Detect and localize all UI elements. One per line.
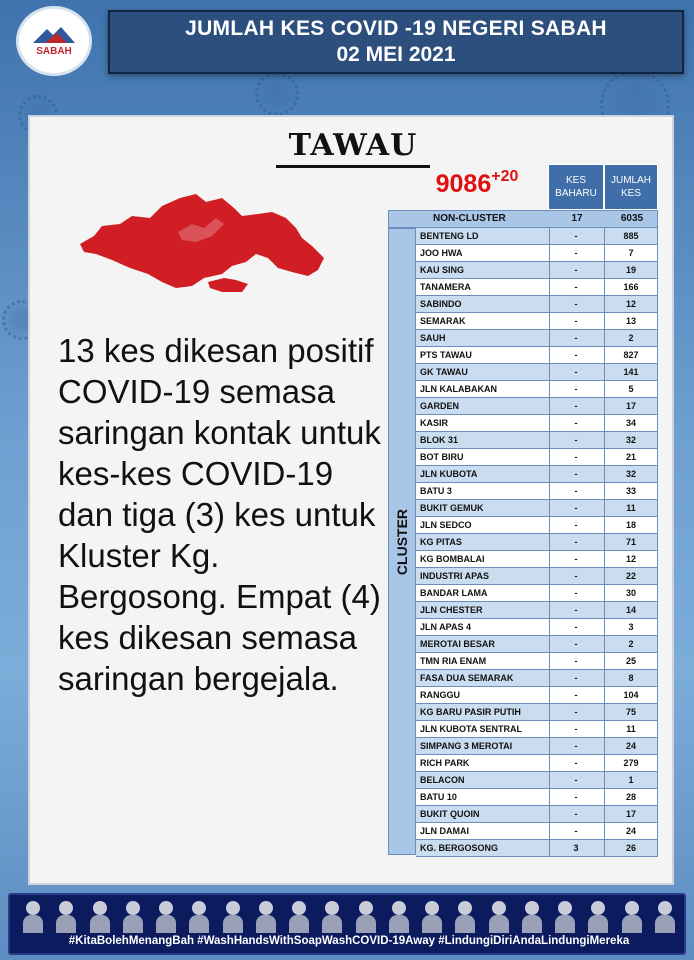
mountain-icon bbox=[31, 25, 77, 45]
cluster-new-cases: - bbox=[574, 452, 578, 462]
cluster-total-cases: 34 bbox=[625, 418, 636, 428]
table-row bbox=[416, 466, 658, 483]
table-row bbox=[416, 262, 658, 279]
case-description: 13 kes dikesan positif COVID-19 semasa saringan kontak untuk kes-kes COVID-19 dan tiga (3) kes untuk Kluster Kg. Bergosong. Empat (4) kes dikesan semasa saringan bergejala. bbox=[58, 332, 381, 697]
cluster-name: KG PITAS bbox=[420, 537, 462, 547]
table-row bbox=[416, 772, 658, 789]
table-row bbox=[416, 415, 658, 432]
cluster-name: BOT BIRU bbox=[420, 452, 464, 462]
cluster-total-cases: 2 bbox=[628, 333, 634, 343]
table-row bbox=[416, 602, 658, 619]
cluster-new-cases: - bbox=[574, 520, 578, 530]
cluster-new-cases: - bbox=[574, 707, 578, 717]
cluster-new-cases: 3 bbox=[573, 843, 579, 853]
cluster-new-cases: - bbox=[574, 639, 578, 649]
person-icon bbox=[654, 899, 676, 933]
cluster-name: SAUH bbox=[420, 333, 446, 343]
cluster-total-cases: 11 bbox=[626, 503, 636, 513]
cluster-name: KG. BERGOSONG bbox=[420, 843, 499, 853]
cluster-name: PTS TAWAU bbox=[420, 350, 472, 360]
cluster-new-cases: - bbox=[574, 282, 578, 292]
table-row bbox=[416, 313, 658, 330]
person-icon bbox=[89, 899, 111, 933]
footer-banner bbox=[8, 893, 686, 955]
table-row bbox=[416, 585, 658, 602]
cluster-name: JLN KALABAKAN bbox=[420, 384, 497, 394]
cluster-label: CLUSTER bbox=[394, 508, 410, 575]
cluster-name: TMN RIA ENAM bbox=[420, 656, 487, 666]
cluster-total-cases: 12 bbox=[625, 554, 636, 564]
table-row bbox=[416, 704, 658, 721]
table-row bbox=[416, 738, 658, 755]
table-row bbox=[416, 568, 658, 585]
cluster-total-cases: 24 bbox=[625, 826, 636, 836]
cluster-total-cases: 32 bbox=[625, 435, 636, 445]
cluster-name: BATU 10 bbox=[420, 792, 457, 802]
cluster-new-cases: - bbox=[574, 690, 578, 700]
cluster-name: KG BARU PASIR PUTIH bbox=[420, 707, 521, 717]
non-cluster-total: 6035 bbox=[620, 213, 644, 224]
cluster-new-cases: - bbox=[574, 673, 578, 683]
person-icon bbox=[355, 899, 377, 933]
district-total bbox=[412, 168, 542, 199]
total-new-cases: +20 bbox=[491, 168, 519, 185]
table-row bbox=[416, 534, 658, 551]
person-icon bbox=[554, 899, 576, 933]
table-row bbox=[416, 364, 658, 381]
tawau-map-icon bbox=[72, 188, 330, 298]
cluster-new-cases: - bbox=[574, 775, 578, 785]
district-title: TAWAU bbox=[288, 128, 418, 163]
cluster-side-label bbox=[388, 228, 416, 855]
cluster-total-cases: 19 bbox=[625, 265, 636, 275]
person-icon bbox=[222, 899, 244, 933]
cluster-name: SIMPANG 3 MEROTAI bbox=[420, 741, 513, 751]
cluster-total-cases: 71 bbox=[625, 537, 636, 547]
cluster-name: BANDAR LAMA bbox=[420, 588, 488, 598]
cluster-total-cases: 7 bbox=[628, 248, 634, 258]
cluster-name: BLOK 31 bbox=[420, 435, 459, 445]
cluster-new-cases: - bbox=[574, 741, 578, 751]
person-icon bbox=[255, 899, 277, 933]
cluster-total-cases: 32 bbox=[625, 469, 636, 479]
cluster-new-cases: - bbox=[574, 418, 578, 428]
table-row bbox=[416, 721, 658, 738]
table-row bbox=[416, 619, 658, 636]
cluster-name: BUKIT GEMUK bbox=[420, 503, 484, 513]
cluster-new-cases: - bbox=[574, 350, 578, 360]
cluster-name: GK TAWAU bbox=[420, 367, 468, 377]
person-icon bbox=[155, 899, 177, 933]
person-icon bbox=[488, 899, 510, 933]
table-row bbox=[416, 296, 658, 313]
cluster-new-cases: - bbox=[574, 656, 578, 666]
cluster-name: SEMARAK bbox=[420, 316, 466, 326]
person-icon bbox=[521, 899, 543, 933]
header-title: JUMLAH KES COVID -19 NEGERI SABAH bbox=[185, 17, 607, 40]
cluster-new-cases: - bbox=[574, 299, 578, 309]
people-illustration bbox=[22, 899, 676, 935]
logo-text: SABAH bbox=[36, 46, 72, 57]
cluster-name: KASIR bbox=[420, 418, 449, 428]
cluster-name: JLN KUBOTA bbox=[420, 469, 478, 479]
table-row bbox=[416, 483, 658, 500]
cluster-name: JLN SEDCO bbox=[420, 520, 472, 530]
cluster-total-cases: 28 bbox=[625, 792, 636, 802]
cluster-new-cases: - bbox=[574, 231, 578, 241]
cluster-new-cases: - bbox=[574, 316, 578, 326]
cluster-name: RICH PARK bbox=[420, 758, 470, 768]
person-icon bbox=[55, 899, 77, 933]
title-underline bbox=[276, 165, 430, 168]
table-row bbox=[416, 653, 658, 670]
table-row bbox=[416, 381, 658, 398]
header-banner bbox=[108, 10, 684, 74]
cluster-new-cases: - bbox=[574, 333, 578, 343]
cluster-total-cases: 2 bbox=[628, 639, 634, 649]
cluster-new-cases: - bbox=[574, 401, 578, 411]
cluster-total-cases: 3 bbox=[628, 622, 634, 632]
cluster-total-cases: 26 bbox=[625, 843, 636, 853]
table-row bbox=[416, 228, 658, 245]
total-cases: 9086 bbox=[435, 170, 492, 198]
virus-decoration bbox=[255, 72, 299, 116]
cluster-rows bbox=[416, 228, 658, 857]
cluster-new-cases: - bbox=[574, 571, 578, 581]
sabah-logo bbox=[16, 6, 92, 76]
table-row bbox=[416, 330, 658, 347]
cluster-new-cases: - bbox=[574, 367, 578, 377]
table-row bbox=[416, 398, 658, 415]
cluster-total-cases: 12 bbox=[625, 299, 636, 309]
cluster-name: BELACON bbox=[420, 775, 465, 785]
cluster-name: BUKIT QUOIN bbox=[420, 809, 480, 819]
table-row bbox=[416, 449, 658, 466]
cluster-new-cases: - bbox=[574, 248, 578, 258]
table-row bbox=[416, 517, 658, 534]
cluster-total-cases: 14 bbox=[625, 605, 636, 615]
cluster-name: KAU SING bbox=[420, 265, 465, 275]
table-row bbox=[416, 432, 658, 449]
cluster-total-cases: 885 bbox=[623, 231, 639, 241]
cluster-name: JLN CHESTER bbox=[420, 605, 483, 615]
table-row bbox=[416, 755, 658, 772]
cluster-total-cases: 17 bbox=[625, 401, 636, 411]
cluster-new-cases: - bbox=[574, 469, 578, 479]
cluster-total-cases: 33 bbox=[625, 486, 636, 496]
table-row bbox=[416, 670, 658, 687]
table-row bbox=[416, 551, 658, 568]
cluster-name: GARDEN bbox=[420, 401, 460, 411]
cluster-total-cases: 104 bbox=[623, 690, 639, 700]
cluster-name: JOO HWA bbox=[420, 248, 463, 258]
cluster-total-cases: 8 bbox=[628, 673, 634, 683]
cluster-name: TANAMERA bbox=[420, 282, 471, 292]
header-date: 02 MEI 2021 bbox=[336, 43, 456, 66]
cluster-name: JLN KUBOTA SENTRAL bbox=[420, 724, 522, 734]
table-row bbox=[416, 789, 658, 806]
cluster-name: SABINDO bbox=[420, 299, 462, 309]
cluster-name: INDUSTRI APAS bbox=[420, 571, 490, 581]
cluster-new-cases: - bbox=[574, 486, 578, 496]
table-row bbox=[416, 347, 658, 364]
table-row bbox=[416, 806, 658, 823]
cluster-new-cases: - bbox=[574, 435, 578, 445]
cluster-total-cases: 30 bbox=[625, 588, 636, 598]
non-cluster-label: NON-CLUSTER bbox=[433, 213, 506, 224]
table-row bbox=[416, 687, 658, 704]
person-icon bbox=[587, 899, 609, 933]
cluster-total-cases: 279 bbox=[623, 758, 639, 768]
cluster-total-cases: 24 bbox=[625, 741, 636, 751]
cluster-total-cases: 5 bbox=[628, 384, 634, 394]
cluster-new-cases: - bbox=[574, 809, 578, 819]
header-jumlah-kes: JUMLAH KES bbox=[604, 164, 658, 210]
cluster-new-cases: - bbox=[574, 622, 578, 632]
cluster-name: JLN DAMAI bbox=[420, 826, 469, 836]
person-icon bbox=[621, 899, 643, 933]
person-icon bbox=[388, 899, 410, 933]
cluster-total-cases: 22 bbox=[625, 571, 636, 581]
table-row bbox=[416, 840, 658, 857]
header-kes-baharu: KES BAHARU bbox=[548, 164, 604, 210]
cluster-total-cases: 18 bbox=[625, 520, 636, 530]
cluster-name: JLN APAS 4 bbox=[420, 622, 472, 632]
cluster-name: BENTENG LD bbox=[420, 231, 479, 241]
cluster-new-cases: - bbox=[574, 265, 578, 275]
person-icon bbox=[321, 899, 343, 933]
cluster-total-cases: 11 bbox=[626, 724, 636, 734]
person-icon bbox=[22, 899, 44, 933]
cluster-name: KG BOMBALAI bbox=[420, 554, 485, 564]
person-icon bbox=[421, 899, 443, 933]
table-row bbox=[416, 500, 658, 517]
footer-hashtags: #KitaBolehMenangBah #WashHandsWithSoapWashCOVID-19Away #LindungiDiriAndaLindungiMereka bbox=[68, 935, 630, 947]
cluster-name: MEROTAI BESAR bbox=[420, 639, 495, 649]
non-cluster-row bbox=[388, 210, 658, 228]
person-icon bbox=[454, 899, 476, 933]
table-row bbox=[416, 245, 658, 262]
cluster-total-cases: 166 bbox=[623, 282, 639, 292]
cluster-name: FASA DUA SEMARAK bbox=[420, 673, 514, 683]
cluster-new-cases: - bbox=[574, 588, 578, 598]
cluster-new-cases: - bbox=[574, 503, 578, 513]
cluster-total-cases: 827 bbox=[623, 350, 639, 360]
non-cluster-new: 17 bbox=[571, 213, 583, 224]
person-icon bbox=[188, 899, 210, 933]
cluster-new-cases: - bbox=[574, 758, 578, 768]
cluster-new-cases: - bbox=[574, 384, 578, 394]
cluster-new-cases: - bbox=[574, 724, 578, 734]
table-row bbox=[416, 636, 658, 653]
cluster-total-cases: 1 bbox=[628, 775, 634, 785]
person-icon bbox=[122, 899, 144, 933]
cluster-total-cases: 141 bbox=[623, 367, 639, 377]
cluster-total-cases: 17 bbox=[625, 809, 636, 819]
cluster-new-cases: - bbox=[574, 537, 578, 547]
cluster-total-cases: 13 bbox=[625, 316, 636, 326]
cluster-new-cases: - bbox=[574, 826, 578, 836]
cluster-total-cases: 75 bbox=[625, 707, 636, 717]
cluster-new-cases: - bbox=[574, 792, 578, 802]
person-icon bbox=[288, 899, 310, 933]
table-row bbox=[416, 823, 658, 840]
cluster-total-cases: 25 bbox=[625, 656, 636, 666]
cluster-name: RANGGU bbox=[420, 690, 460, 700]
table-row bbox=[416, 279, 658, 296]
cluster-new-cases: - bbox=[574, 554, 578, 564]
cluster-new-cases: - bbox=[574, 605, 578, 615]
cluster-total-cases: 21 bbox=[625, 452, 636, 462]
cluster-name: BATU 3 bbox=[420, 486, 452, 496]
